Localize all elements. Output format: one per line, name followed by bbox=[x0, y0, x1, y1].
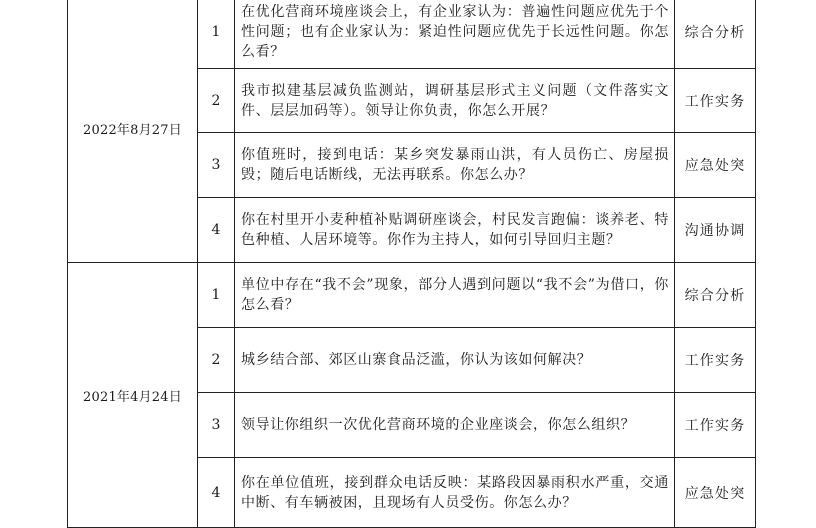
exam-date-cell: 2022年8月27日 bbox=[68, 0, 198, 263]
exam-questions-table bbox=[67, 0, 756, 528]
table-row bbox=[68, 263, 756, 328]
question-text: 我市拟建基层减负监测站，调研基层形式主义问题（文件落实文件、层层加码等）。领导让你负责，你怎么开展？ bbox=[235, 69, 675, 133]
question-category: 综合分析 bbox=[675, 263, 756, 328]
question-number: 4 bbox=[198, 458, 235, 528]
question-text: 你值班时，接到电话：某乡突发暴雨山洪，有人员伤亡、房屋损毁；随后电话断线，无法再联系。你怎么办？ bbox=[235, 133, 675, 198]
exam-date-cell: 2021年4月24日 bbox=[68, 263, 198, 528]
question-category: 工作实务 bbox=[675, 69, 756, 133]
question-category: 工作实务 bbox=[675, 328, 756, 393]
question-number: 1 bbox=[198, 0, 235, 69]
question-text: 单位中存在“我不会”现象，部分人遇到问题以“我不会”为借口，你怎么看？ bbox=[235, 263, 675, 328]
question-category: 工作实务 bbox=[675, 393, 756, 458]
table-row bbox=[68, 0, 756, 69]
question-text: 领导让你组织一次优化营商环境的企业座谈会，你怎么组织？ bbox=[235, 393, 675, 458]
question-number: 3 bbox=[198, 133, 235, 198]
question-text: 在优化营商环境座谈会上，有企业家认为：普遍性问题应优先于个性问题；也有企业家认为：紧迫性问题应优先于长远性问题。你怎么看？ bbox=[235, 0, 675, 69]
question-number: 3 bbox=[198, 393, 235, 458]
question-number: 2 bbox=[198, 328, 235, 393]
question-category: 沟通协调 bbox=[675, 198, 756, 263]
question-text: 你在单位值班，接到群众电话反映：某路段因暴雨积水严重，交通中断、有车辆被困，且现场有人员受伤。你怎么办？ bbox=[235, 458, 675, 528]
question-number: 4 bbox=[198, 198, 235, 263]
question-category: 应急处突 bbox=[675, 458, 756, 528]
question-category: 综合分析 bbox=[675, 0, 756, 69]
question-category: 应急处突 bbox=[675, 133, 756, 198]
question-number: 2 bbox=[198, 69, 235, 133]
question-text: 你在村里开小麦种植补贴调研座谈会，村民发言跑偏：谈养老、特色种植、人居环境等。你作为主持人，如何引导回归主题？ bbox=[235, 198, 675, 263]
question-number: 1 bbox=[198, 263, 235, 328]
question-text: 城乡结合部、郊区山寨食品泛滥，你认为该如何解决？ bbox=[235, 328, 675, 393]
